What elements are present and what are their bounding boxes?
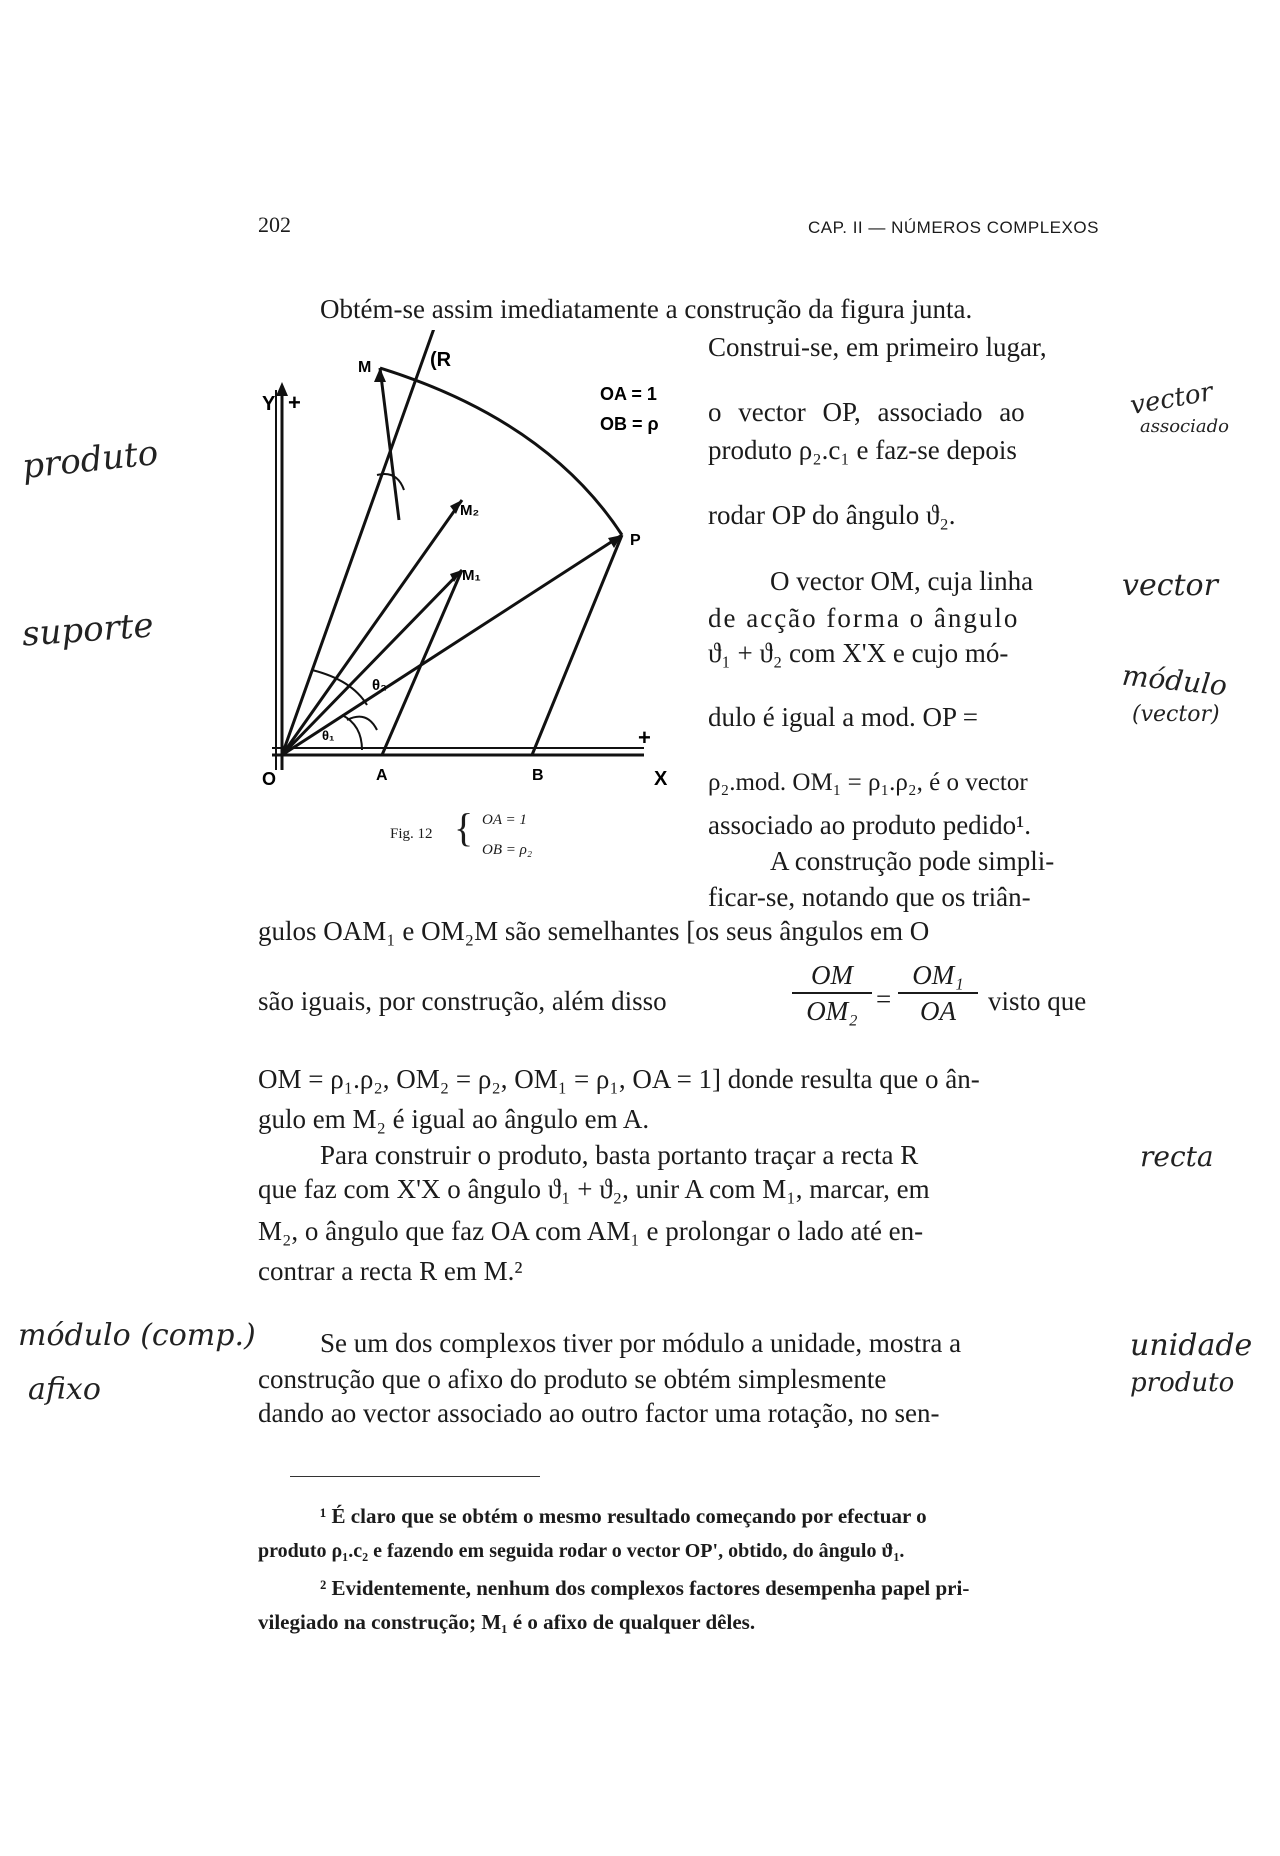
handwritten-note-left-4: afixo (28, 1372, 101, 1407)
text-line-23: construção que o afixo do produto se obtém simplesmente (258, 1364, 887, 1394)
text-line-15a: são iguais, por construção, além disso (258, 986, 667, 1016)
handwritten-note-right-2: associado (1140, 416, 1229, 437)
handwritten-note-right-1: vector (1128, 377, 1216, 421)
running-title: CAP. II — NÚMEROS COMPLEXOS (808, 218, 1099, 237)
text-line-19: que faz com X'X o ângulo ϑ₁ + ϑ₂, unir A com M₁, marcar, em (258, 1174, 930, 1204)
angle-arc-1 (342, 715, 362, 750)
label-m2: M₂ (460, 502, 480, 519)
label-b: B (532, 767, 544, 784)
handwritten-note-right-5: (vector) (1132, 702, 1220, 727)
text-line-6: O vector OM, cuja linha (770, 566, 1034, 596)
text-line-16: OM = ρ₁.ρ₂, OM₂ = ρ₂, OM₁ = ρ₁, OA = 1] donde resulta que o ân- (258, 1064, 980, 1094)
fraction-1-denominator: OM₂ (806, 996, 858, 1026)
text-line-5: rodar OP do ângulo ϑ₂. (708, 500, 956, 530)
handwritten-note-right-3: vector (1122, 568, 1218, 603)
footnote-rule (290, 1476, 540, 1477)
footnote-2-line-1: ² Evidentemente, nenhum dos complexos factores desempenha papel pri- (320, 1576, 970, 1600)
label-plus-x: + (638, 725, 651, 750)
figure-diagram (262, 330, 682, 790)
text-line-11: associado ao produto pedido¹. (708, 810, 1032, 840)
arc-m-p (380, 368, 622, 535)
label-m1: M₁ (462, 567, 481, 584)
label-p: P (630, 532, 641, 549)
label-x: X (654, 768, 668, 790)
fraction-2 (898, 958, 978, 1028)
arrowhead-y (276, 382, 288, 396)
text-line-17: gulo em M₂ é igual ao ângulo em A. (258, 1104, 650, 1134)
text-line-15b: visto que (988, 986, 1087, 1016)
figure-caption-brace: { (454, 805, 474, 850)
text-line-18: Para construir o produto, basta portanto traçar a recta R (320, 1140, 919, 1170)
text-line-4: produto ρ₂.c₁ e faz-se depois (708, 435, 1017, 465)
label-a: A (376, 767, 388, 784)
handwritten-note-left-1: produto (20, 432, 161, 488)
handwritten-note-right-7: unidade (1130, 1328, 1253, 1363)
handwritten-note-left-2: suporte (20, 605, 155, 655)
text-line-14: gulos OAM₁ e OM₂M são semelhantes [os seus ângulos em O (258, 916, 930, 946)
label-o: O (262, 769, 277, 789)
angle-arc-4 (347, 717, 377, 730)
line-r (282, 330, 437, 755)
text-line-9: dulo é igual a mod. OP = (708, 702, 978, 732)
figure-caption-label: Fig. 12 (390, 826, 433, 842)
handwritten-note-left-3: módulo (comp.) (18, 1318, 256, 1353)
fraction-1 (792, 958, 872, 1028)
text-line-20: M₂, o ângulo que faz OA com AM₁ e prolongar o lado até en- (258, 1216, 924, 1246)
text-line-10: ρ₂.mod. OM₁ = ρ₁.ρ₂, é o vector (708, 769, 1028, 796)
text-line-13: ficar-se, notando que os triân- (708, 882, 1031, 912)
text-line-21: contrar a recta R em M.² (258, 1256, 523, 1286)
label-m: M (358, 359, 372, 376)
handwritten-note-right-6: recta (1140, 1140, 1214, 1173)
text-line-2: Construi-se, em primeiro lugar, (708, 332, 1047, 362)
vector-om2 (282, 500, 462, 755)
footnote-2-line-2: vilegiado na construção; M₁ é o afixo de qualquer dêles. (258, 1610, 756, 1634)
page-number: 202 (258, 212, 291, 237)
label-theta2: θ₂ (372, 677, 387, 694)
vector-op (282, 535, 622, 755)
vector-om1 (282, 570, 462, 755)
text-line-7: de acção forma o ângulo (708, 603, 1020, 633)
inset-ob: OB = ρ (600, 414, 659, 434)
fraction-2-numerator: OM₁ (898, 958, 978, 994)
text-line-8: ϑ₁ + ϑ₂ com X'X e cujo mó- (708, 638, 1009, 668)
inset-oa: OA = 1 (600, 384, 657, 404)
fraction-2-denominator: OA (920, 996, 956, 1026)
fraction-1-numerator: OM (792, 958, 872, 994)
handwritten-note-right-4: módulo (1120, 658, 1229, 703)
segment-m-m2 (380, 368, 399, 520)
label-r: (R (430, 349, 452, 371)
figure-caption-oa: OA = 1 (482, 812, 527, 828)
label-theta1: θ₁ (322, 728, 335, 743)
footnote-1-line-2: produto ρ₁.c₂ e fazendo em seguida rodar o vector OP', obtido, do ângulo ϑ₁. (258, 1540, 905, 1562)
segment-p-b (532, 535, 622, 755)
figure-12 (262, 330, 682, 790)
text-line-3: o vector OP, associado ao (708, 397, 1025, 427)
label-plus-y: + (288, 390, 301, 415)
handwritten-note-right-8: produto (1130, 1368, 1235, 1398)
fraction-equals: = (876, 984, 892, 1014)
footnote-1-line-1: ¹ É claro que se obtém o mesmo resultado começando por efectuar o (320, 1504, 927, 1528)
label-y: Y (262, 393, 276, 415)
figure-caption-ob: OB = ρ₂ (482, 842, 533, 858)
text-line-22: Se um dos complexos tiver por módulo a unidade, mostra a (320, 1328, 962, 1358)
text-line-12: A construção pode simpli- (770, 846, 1055, 876)
text-line-1: Obtém-se assim imediatamente a construção da figura junta. (320, 294, 973, 324)
text-line-24: dando ao vector associado ao outro factor uma rotação, no sen- (258, 1398, 940, 1428)
